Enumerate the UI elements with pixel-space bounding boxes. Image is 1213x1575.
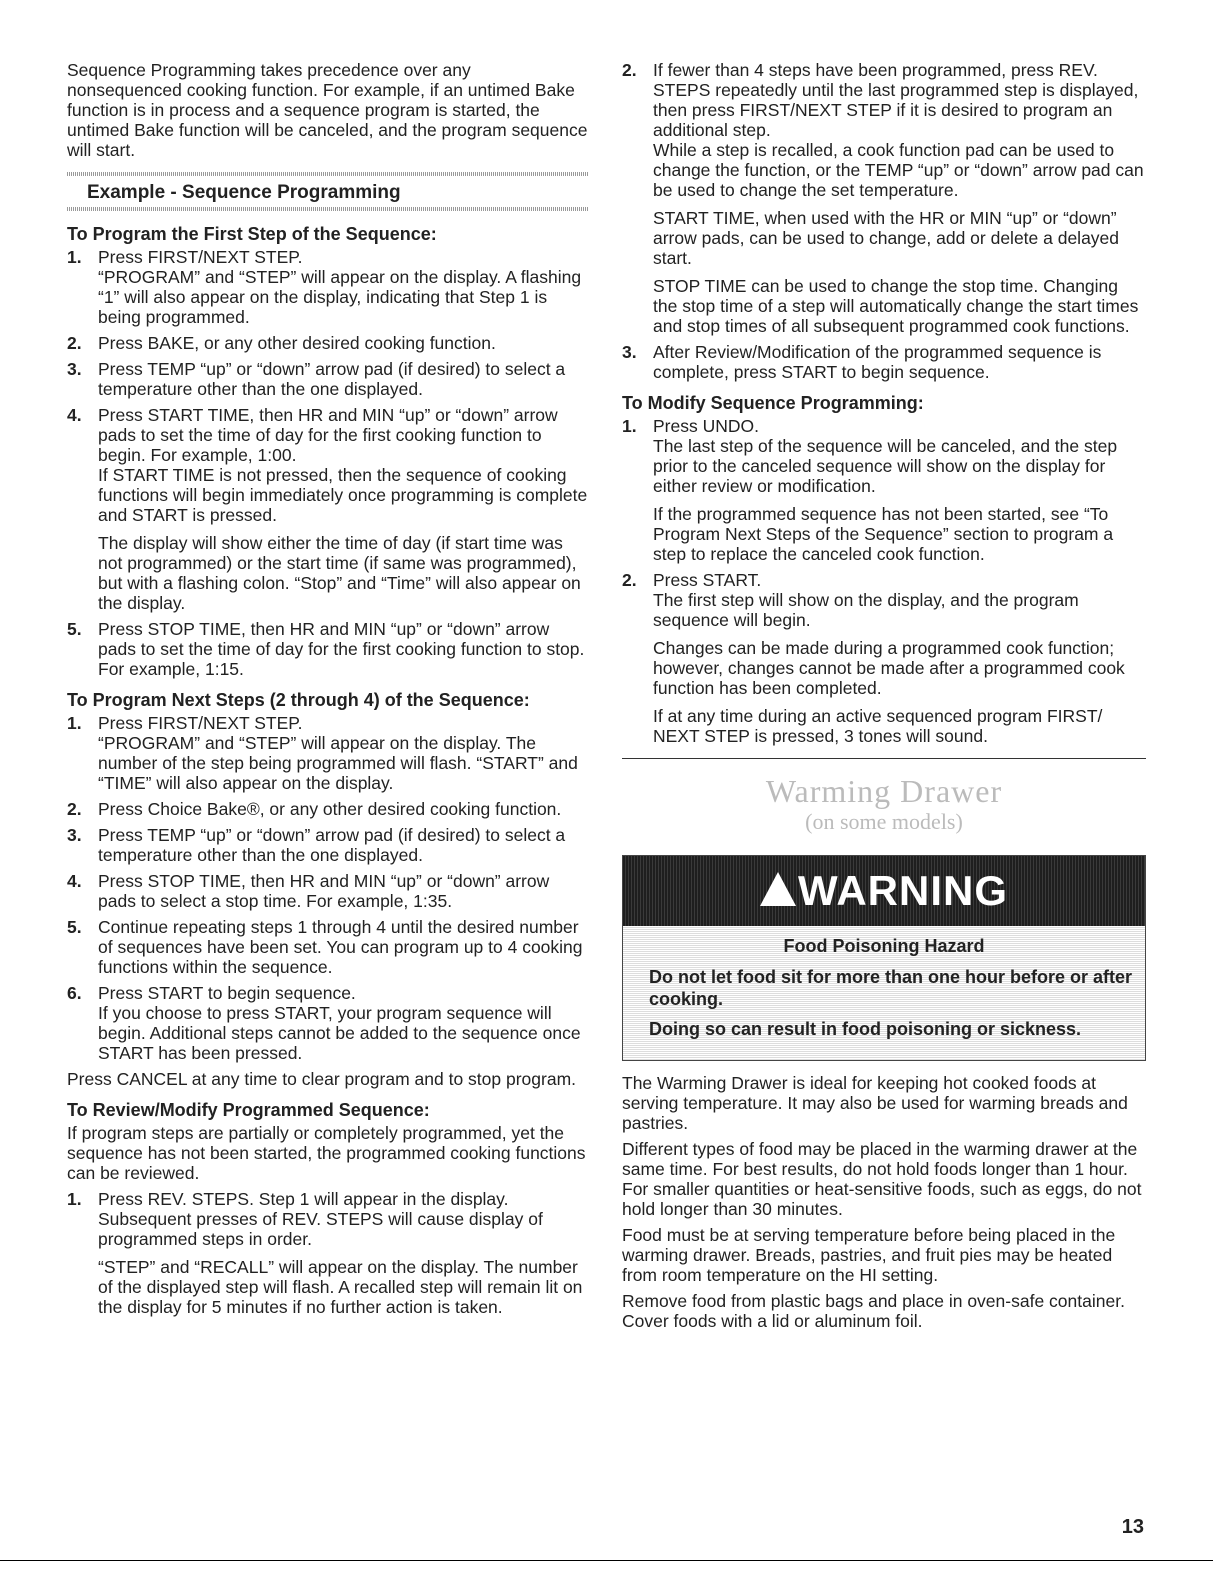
list-item xyxy=(67,333,589,353)
list-item xyxy=(67,247,589,327)
list-item xyxy=(67,359,589,399)
item-text: Press BAKE, or any other desired cooking function. xyxy=(98,333,496,353)
item-number: 1. xyxy=(67,247,82,267)
item-subparagraph: While a step is recalled, a cook function pad can be used to change the function, or the TEMP “up” or “down” arrow pad can be used to change the set temperature. xyxy=(653,140,1144,200)
list-item xyxy=(67,871,589,911)
item-number: 2. xyxy=(67,333,82,353)
item-text: Press STOP TIME, then HR and MIN “up” or “down” arrow pads to set the time of day for the first cooking function to stop. For example, 1:15. xyxy=(98,619,585,679)
item-number: 2. xyxy=(622,570,637,590)
item-subparagraph: If you choose to press START, your program sequence will begin. Additional steps cannot be added to the sequence once START has been pressed. xyxy=(98,1003,581,1063)
item-text: Press Choice Bake®, or any other desired cooking function. xyxy=(98,799,562,819)
review-heading: To Review/Modify Programmed Sequence: xyxy=(67,1100,430,1120)
modify-heading: To Modify Sequence Programming: xyxy=(622,393,924,413)
example-title: Example - Sequence Programming xyxy=(87,182,401,203)
warning-line-1: Do not let food sit for more than one hour before or after cooking. xyxy=(649,967,1133,1009)
item-text: Press REV. STEPS. Step 1 will appear in the display. xyxy=(98,1189,509,1209)
warning-triangle-icon xyxy=(760,872,796,906)
warning-hazard: Food Poisoning Hazard xyxy=(783,936,985,956)
item-subparagraph: If the programmed sequence has not been started, see “To Program Next Steps of the Sequence” section to program a step to replace the canceled cook function. xyxy=(653,504,1114,564)
item-text: Press START TIME, then HR and MIN “up” or “down” arrow pads to set the time of day for the first cooking function to begin. For example, 1:00. xyxy=(98,405,558,465)
item-text: After Review/Modification of the programmed sequence is complete, press START to begin sequence. xyxy=(653,342,1102,382)
list-item xyxy=(622,60,1146,336)
list-item xyxy=(67,799,589,819)
bottom-rule xyxy=(0,1560,1213,1561)
item-text: Press START to begin sequence. xyxy=(98,983,356,1003)
next-steps-list xyxy=(67,713,589,1063)
right-column xyxy=(622,60,1146,1337)
paragraph: Different types of food may be placed in the warming drawer at the same time. For best results, do not hold foods longer than 1 hour. For smaller quantities or heat-sensitive foods, such as eggs, do not hold longer than 30 minutes. xyxy=(622,1139,1142,1219)
review-cont-list xyxy=(622,60,1146,382)
first-step-heading: To Program the First Step of the Sequence: xyxy=(67,224,437,244)
list-item xyxy=(67,619,589,679)
warning-banner-text: WARNING xyxy=(798,867,1008,914)
list-item xyxy=(67,983,589,1063)
item-number: 2. xyxy=(67,799,82,819)
modify-list xyxy=(622,416,1146,746)
next-steps-heading: To Program Next Steps (2 through 4) of the Sequence: xyxy=(67,690,530,710)
paragraph: The Warming Drawer is ideal for keeping hot cooked foods at serving temperature. It may also be used for warming breads and pastries. xyxy=(622,1073,1128,1133)
item-subparagraph: “PROGRAM” and “STEP” will appear on the display. A flashing “1” will also appear on the display, indicating that Step 1 is being programmed. xyxy=(98,267,582,327)
item-text: Press TEMP “up” or “down” arrow pad (if desired) to select a temperature other than the one displayed. xyxy=(98,359,566,399)
item-number: 2. xyxy=(622,60,637,80)
item-number: 1. xyxy=(67,713,82,733)
section-divider xyxy=(622,758,1146,759)
list-item xyxy=(67,825,589,865)
item-subparagraph: Changes can be made during a programmed cook function; however, changes cannot be made after a programmed cook function has been completed. xyxy=(653,638,1125,698)
item-text: Press START. xyxy=(653,570,762,590)
item-text: Press UNDO. xyxy=(653,416,759,436)
item-subparagraph: “PROGRAM” and “STEP” will appear on the display. The number of the step being programmed will flash. “START” and “TIME” will also appear on the display. xyxy=(98,733,578,793)
warming-drawer-title: Warming Drawer xyxy=(765,773,1003,809)
list-item xyxy=(67,1189,589,1317)
item-text: Press FIRST/NEXT STEP. xyxy=(98,713,303,733)
item-text: Press STOP TIME, then HR and MIN “up” or “down” arrow pads to select a stop time. For example, 1:35. xyxy=(98,871,550,911)
intro-paragraph: Sequence Programming takes precedence over any nonsequenced cooking function. For example, if an untimed Bake function is in process and a sequence program is started, the untimed Bake function will be canceled, and the program sequence will start. xyxy=(67,60,588,160)
list-item xyxy=(67,917,589,977)
item-subparagraph: “STEP” and “RECALL” will appear on the display. The number of the displayed step will flash. A recalled step will remain lit on the display for 5 minutes if no further action is taken. xyxy=(98,1257,583,1317)
item-number: 1. xyxy=(622,416,637,436)
item-subparagraph: If START TIME is not pressed, then the sequence of cooking functions will begin immediately once programming is complete and START is pressed. xyxy=(98,465,588,525)
item-number: 3. xyxy=(67,825,82,845)
item-number: 3. xyxy=(622,342,637,362)
item-number: 4. xyxy=(67,405,82,425)
warming-drawer-subtitle: (on some models) xyxy=(805,809,963,834)
item-subparagraph: If at any time during an active sequenced program FIRST/ NEXT STEP is pressed, 3 tones will sound. xyxy=(653,706,1103,746)
left-column xyxy=(67,60,589,1323)
warning-banner xyxy=(623,856,1145,926)
item-number: 5. xyxy=(67,917,82,937)
item-number: 6. xyxy=(67,983,82,1003)
list-item xyxy=(622,570,1146,746)
example-box xyxy=(67,172,589,211)
item-text: If fewer than 4 steps have been programmed, press REV. STEPS repeatedly until the last programmed step is displayed, then press FIRST/NEXT STEP if it is desired to program an additional step. xyxy=(653,60,1139,140)
page-number: 13 xyxy=(1121,1516,1144,1538)
item-subparagraph: START TIME, when used with the HR or MIN “up” or “down” arrow pads, can be used to change, add or delete a delayed start. xyxy=(653,208,1120,268)
list-item xyxy=(67,713,589,793)
warning-box xyxy=(622,855,1146,1061)
list-item xyxy=(622,342,1146,382)
item-subparagraph: The display will show either the time of day (if start time was not programmed) or the start time (if same was programmed), but with a flashing colon. “Stop” and “Time” will also appear on the display. xyxy=(98,533,581,613)
review-list xyxy=(67,1189,589,1317)
item-text: Press FIRST/NEXT STEP. xyxy=(98,247,303,267)
item-number: 5. xyxy=(67,619,82,639)
item-number: 1. xyxy=(67,1189,82,1209)
item-text: Press TEMP “up” or “down” arrow pad (if desired) to select a temperature other than the one displayed. xyxy=(98,825,566,865)
item-subparagraph: The first step will show on the display, and the program sequence will begin. xyxy=(653,590,1079,630)
item-number: 3. xyxy=(67,359,82,379)
item-subparagraph: Subsequent presses of REV. STEPS will cause display of programmed steps in order. xyxy=(98,1209,543,1249)
item-text: Continue repeating steps 1 through 4 until the desired number of sequences have been set. You can program up to 4 cooking functions within the sequence. xyxy=(98,917,583,977)
item-subparagraph: STOP TIME can be used to change the stop time. Changing the stop time of a step will automatically change the start times and stop times of all subsequent programmed cook functions. xyxy=(653,276,1139,336)
item-subparagraph: The last step of the sequence will be canceled, and the step prior to the canceled sequence will show on the display for either review or modification. xyxy=(653,436,1118,496)
list-item xyxy=(622,416,1146,564)
paragraph: Food must be at serving temperature before being placed in the warming drawer. Breads, pastries, and fruit pies may be heated from room temperature on the HI setting. xyxy=(622,1225,1116,1285)
list-item xyxy=(67,405,589,613)
first-step-list xyxy=(67,247,589,679)
warning-line-2: Doing so can result in food poisoning or sickness. xyxy=(649,1019,1082,1039)
paragraph: Remove food from plastic bags and place in oven-safe container. Cover foods with a lid or aluminum foil. xyxy=(622,1291,1125,1331)
review-intro: If program steps are partially or completely programmed, yet the sequence has not been started, the programmed cooking functions can be reviewed. xyxy=(67,1123,586,1183)
cancel-paragraph: Press CANCEL at any time to clear program and to stop program. xyxy=(67,1069,577,1089)
item-number: 4. xyxy=(67,871,82,891)
warming-paragraphs xyxy=(622,1073,1146,1331)
